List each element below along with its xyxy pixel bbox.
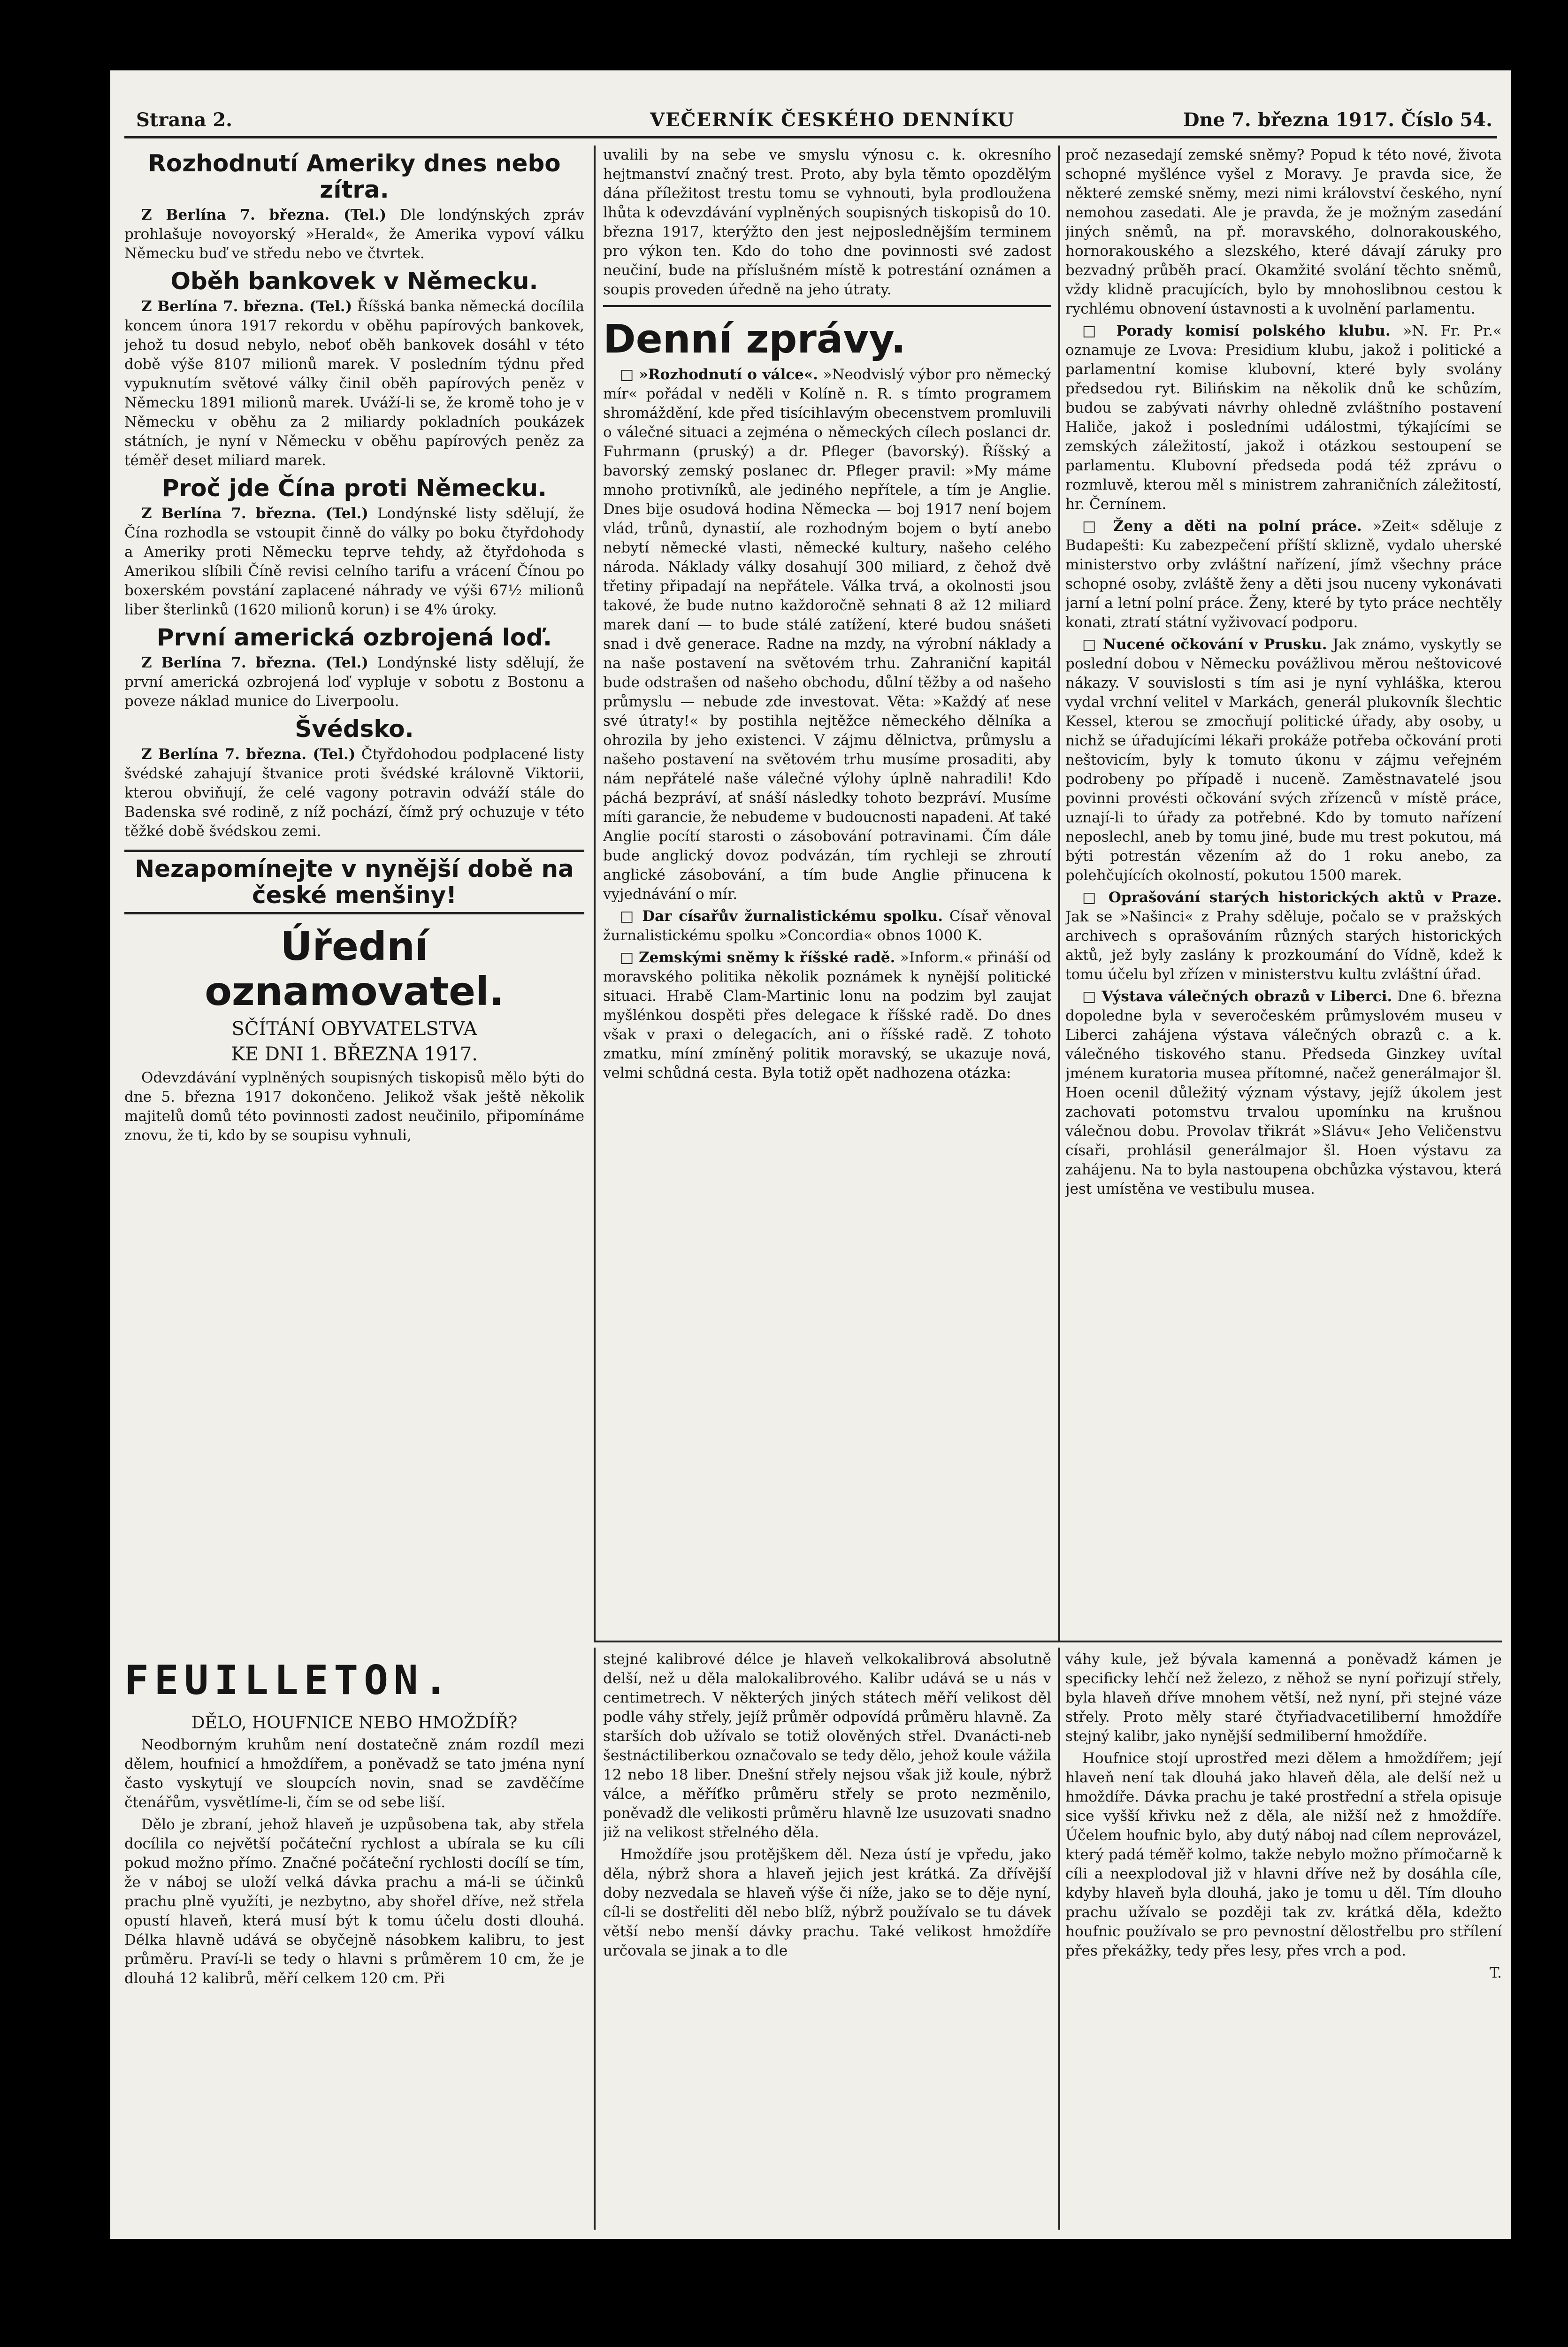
census-title: SČÍTÁNÍ OBYVATELSTVA <box>231 1018 477 1040</box>
news-text: Dne 6. března dopoledne byla v severočeském průmyslovém museu v Liberci zahájena výstava válečných obrazů c. a k. válečného tiskového stanu. Předseda Ginzkey uvítal jménem kuratoria musea přítomné, načež generálmajor šl. Hoen ocenil důležitý význam výstavy, jejíž úkolem jest zachovati potomstvu trvalou upomínku na krušnou válečnou dobu. Provolav třikrát »Slávu« Jeho Veličenstvu císaři, prohlásil generálmajor šl. Hoen výstavu za zahájenu. Na to byla nastoupena obchůzka výstavou, která jest umístěna ve vestibulu musea. <box>1065 988 1502 1197</box>
article-headline: Proč jde Čína proti Německu. <box>161 475 547 502</box>
news-title: Dar císařův žurnalistickému spolku. <box>642 908 943 925</box>
article-headline: První americká ozbrojená loď. <box>157 624 552 651</box>
news-title: Výstava válečných obrazů v Liberci. <box>1101 988 1392 1005</box>
news-title: Porady komisí polského klubu. <box>1116 322 1391 339</box>
section-title-news: Denní zprávy. <box>603 316 906 362</box>
news-item <box>603 948 1051 1083</box>
column-divider <box>1058 146 1060 1641</box>
left-column <box>124 146 584 1648</box>
article-text <box>124 297 584 470</box>
article-body: Čtyřdohodou podplacené listy švédské zahajují štvanice proti švédské královně Viktorii, kterou obviňují, že celé vagony potravin odváží stále do Badenska své rodině, z níž pochází, čímž prý ochuzuje v této těžké době švédskou zemi. <box>124 746 584 840</box>
news-title: Ženy a děti na polní práce. <box>1113 518 1362 535</box>
feuilleton-column-2 <box>603 1650 1051 2230</box>
right-column <box>1065 146 1502 1643</box>
bullet-square-icon: □ <box>1082 988 1097 1005</box>
section-title-official: Úřední oznamovatel. <box>205 923 504 1014</box>
feuilleton-title: FEUILLETON. <box>124 1657 454 1704</box>
news-title: Zemskými sněmy k říšské radě. <box>639 949 895 966</box>
news-item <box>1065 635 1502 885</box>
feuilleton-rule <box>594 1641 1502 1642</box>
column-divider <box>1058 1648 1060 2230</box>
dateline: Z Berlína 7. března. (Tel.) <box>141 207 387 223</box>
bullet-square-icon: □ <box>620 366 634 383</box>
bullet-square-icon: □ <box>620 949 634 966</box>
article-body: Říšská banka německá docílila koncem února 1917 rekordu v oběhu papírových bankovek, jehož tu dosud nebylo, neboť oběh bankovek dosáhl v této době výše 8107 milionů marek. V posledním týdnu před vypuknutím světové války činil oběh papírových peněz v Německu 1891 milionů marek. Uváží-li se, že kromě toho je v Německu v oběhu za 2 miliardy pokladních poukázek státních, je nyní v Německu v oběhu papírových peněz za téměř deset miliard marek. <box>124 298 584 469</box>
feuilleton-text: Dělo je zbraní, jehož hlaveň je uzpůsobena tak, aby střela docílila co největší počáteční rychlost a ubírala se ku cíli pokud možno přímo. Značné počáteční rychlosti docílí se tím, že v náboj se uloží velká dávka prachu a má-li se účinků prachu plně využíti, je nezbytno, aby shořel dříve, než střela opustí hlaveň, která musí být k tomu účelu dosti dlouhá. Délka hlavně udává se obyčejně násobkem kalibru, to jest průměru. Praví-li se tedy o hlavni s průměrem 10 cm, že je dlouhá 12 kalibrů, měří celkem 120 cm. Při <box>124 1816 584 1987</box>
article-text <box>124 653 584 711</box>
news-text: Císař věnoval žurnalistickému spolku »Concordia« obnos 1000 K. <box>603 908 1051 944</box>
article-headline: Oběh bankovek v Německu. <box>170 268 538 295</box>
feuilleton-text: Houfnice stojí uprostřed mezi dělem a hmoždířem; její hlaveň není tak dlouhá jako hlaveň děla, ale delší než u hmoždíře. Dávka prachu je také prostřední a střela opisuje sice vyšší křivku než z děla, ale nižší než z hmoždíře. Účelem houfnic bylo, aby dutý náboj nad cílem neprovázel, který padá téměř kolmo, takže nebylo možno přímočarně k cíli a neexplodoval již v hlavni dříve než by dosáhla cíle, kdyby hlaveň byla dlouhá, jako je tomu u děl. Tím dlouho prachu užívalo se později tak zv. krátká děla, kdežto houfnic používalo se pro pevnostní dělostřelbu pro střílení přes překážky, tedy přes lesy, přes vrch a pod. <box>1065 1750 1502 1959</box>
article-text <box>124 504 584 620</box>
dateline: Z Berlína 7. března. (Tel.) <box>141 505 368 522</box>
column-divider <box>594 146 596 1641</box>
appeal-text: Nezapomínejte v nynější době na české menšiny! <box>135 855 574 909</box>
dateline: Z Berlína 7. března. (Tel.) <box>141 746 356 763</box>
news-item <box>1065 888 1502 984</box>
news-title: Nucené očkování v Prusku. <box>1102 636 1327 653</box>
newspaper-page <box>110 70 1511 2239</box>
article-body: Londýnské listy sdělují, že Čína rozhodla se vstoupit činně do války po boku čtyřdohody a Ameriky proti Německu teprve tehdy, až čtyřdohoda s Amerikou slíbili Číně revisi celního tarifu a vrácení Čínou po boxerském povstání zaplacené náhrady ve výši 67½ milionů liber šterlinků (1620 milionů korun) i se 4% úroky. <box>124 505 584 618</box>
feuilleton-text: Neodborným kruhům není dostatečně znám rozdíl mezi dělem, houfnicí a hmoždířem, a poněvadž se tato jména nyní často vyskytují ve sloupcích novin, snad se zavděčíme čtenářům, vysvětlíme-li, čím se od sebe liší. <box>124 1736 584 1811</box>
article-headline: Švédsko. <box>295 715 414 743</box>
census-text: Odevzdávání vyplněných soupisných tiskopisů mělo býti do dne 5. března 1917 dokončeno. Jelikož však ještě několik majitelů domů této povinnosti zadost neučinilo, připomínáme znovu, že ti, kdo by se soupisu vyhnuli, <box>124 1069 584 1144</box>
continued-mark: T. <box>1490 1964 1502 1981</box>
feuilleton-text: váhy kule, jež bývala kamenná a poněvadž kámen je specificky lehčí než železo, z něhož se nyní pořizují střely, byla hlaveň dříve mnohem větší, než nyní, při stejné váze střely. Proto měly staré čtyřiadvacetiliberní hmoždíře stejný kalibr, jako nynější sedmiliberní hmoždíře. <box>1065 1651 1502 1745</box>
article-body: Dle londýnských zpráv prohlašuje novoyorský »Herald«, že Amerika vypoví válku Německu buď ve středu nebo ve čtvrtek. <box>124 207 584 262</box>
bullet-square-icon: □ <box>1082 322 1104 339</box>
column-divider <box>594 1648 596 2230</box>
news-text: Jak známo, vyskytly se poslední dobou v Německu povážlivou měrou neštovicové nákazy. V souvislosti s tím asi je nyní vyhláška, kterou vydal vrchní velitel v Markách, generál plukovník šlechtic Kessel, kterou se zmocňují politické úřady, aby osoby, u nichž se úřadujícími lékaři prokáže potřeba očkování proti neštovicím, byly k tomuto úkonu v zájmu veřejném podrobeny po případě i nuceně. Zaměstnavatelé jsou povinni provésti očkování svých zřízenců v místě práce, uznají-li to úřady za potřebné. Kdo by tomuto nařízení neposlechl, aneb by tomu jiné, bude mu trest pokutou, má býti potrestán vězením až do 1 roku anebo, za polehčujících okolností, pokutou 1500 marek. <box>1065 636 1502 884</box>
news-title: »Rozhodnutí o válce«. <box>639 366 818 383</box>
bullet-square-icon: □ <box>1082 889 1100 906</box>
article-text <box>124 206 584 263</box>
news-item <box>603 365 1051 904</box>
news-text: »Zeit« sděluje z Budapešti: Ku zabezpečení příští sklizně, vydalo uherské ministerstvo orby zvláštní nařízení, jímž všechny práce schopné osoby, zvláště ženy a děti jsou nuceny vykonávati jarní a letní polní práce. Ženy, které by tyto práce nechtěly konati, ztratí státní vyživovací podporu. <box>1065 518 1502 631</box>
section-rule <box>603 305 1051 307</box>
issue-date: Dne 7. března 1917. Číslo 54. <box>1183 109 1492 131</box>
news-item <box>1065 987 1502 1199</box>
news-text: »Inform.« přináší od moravského politika několik poznámek k nynější politické situaci. Hrabě Clam-Martinic lonu na podzim byl zaujat myšlénkou dospěti přes delegace k říšské radě. Do dnes však v praxi o delegacích, ani o říšské radě. Z tohoto zmatku, míní zmíněný politik moravský, se ukazuje nová, velmi schůdná cesta. Byla totiž opět nadhozena otázka: <box>603 949 1051 1081</box>
bullet-square-icon: □ <box>620 908 636 925</box>
masthead: VEČERNÍK ČESKÉHO DENNÍKU <box>650 109 1015 131</box>
middle-column <box>603 146 1051 1643</box>
news-item <box>1065 322 1502 514</box>
continued-text: uvalili by na sebe ve smyslu výnosu c. k. okresního hejtmanství značný trest. Proto, aby byla těmto opozdělým dána příležitost trestu tomu se vyhnouti, byla prodloužena lhůta k odevzdávání vyplněných soupisných tiskopisů do 10. března 1917, kterýžto den jest nejposlednějším terminem pro výkon ten. Kdo do toho dne povinnosti své zadost neučiní, bude na příslušném místě k potrestání oznámen a soupis proveden úředně na jeho útraty. <box>603 146 1051 298</box>
news-item <box>603 907 1051 945</box>
news-text: Jak se »Našinci« z Prahy sděluje, počalo se v pražských archivech s oprašováním různých starých historických aktů, jež byly zaslány k prozkoumání do Vídně, kdež k tomu účelu byl zřízen v ministerstvu kultu zvláštní úřad. <box>1065 908 1502 983</box>
feuilleton-text: stejné kalibrové délce je hlaveň velkokalibrová absolutně delší, než u děla malokalibrového. Kalibr udává se u nás v centimetrech. V některých jiných státech měří velikost děl podle váhy střely, jejíž průměr odpovídá průměru hlavně. Za starších dob užívalo se totiž olověných střel. Dvanácti-neb šestnáctiliberkou označovalo se tedy dělo, jehož koule vážila 12 nebo 18 liber. Dnešní střely nejsou však již koule, nýbrž válce, a měříťko průměru střely se proto nezměnilo, poněvadž dle velikosti průměru hlavně lze usuzovati snadno již na velikost střelného děla. <box>603 1651 1051 1841</box>
bullet-square-icon: □ <box>1082 518 1102 535</box>
news-title: Oprašování starých historických aktů v Praze. <box>1108 889 1502 906</box>
dateline: Z Berlína 7. března. (Tel.) <box>141 654 368 671</box>
feuilleton-column-3 <box>1065 1650 1502 2230</box>
feuilleton-headline: DĚLO, HOUFNICE NEBO HMOŽDÍŘ? <box>191 1713 518 1733</box>
census-date: KE DNI 1. BŘEZNA 1917. <box>231 1043 478 1065</box>
news-text: »N. Fr. Pr.« oznamuje ze Lvova: Presidium klubu, jakož i politické a parlamentní komise klubovní, které byly svolány předsedou ryt. Bilińskim na několik dnů ke schůzím, budou se zabývati návrhy ohledně zvláštního postavení Haliče, jakož i posledními událostmi, týkajícími se zemských záležitostí, jakož i otázkou sestoupení se parlamentu. Klubovní předseda podá též zprávu o rozmluvě, kterou měl s ministrem zahraničních záležitostí, hr. Černínem. <box>1065 322 1502 513</box>
appeal-box <box>124 850 584 914</box>
dateline: Z Berlína 7. března. (Tel.) <box>141 298 352 315</box>
news-text: »Neodvislý výbor pro německý mír« pořádal v neděli v Kolíně n. R. s tímto programem shromáždění, kde před tisícihlavým obecenstvem promluvili o válečné situaci a zejména o německých cílech poslanci dr. Fuhrmann (pruský) a dr. Pfleger (bavorský). Říšský a bavorský zemský poslanec dr. Pfleger pravil: »My máme mnoho protivníků, ale jediného nepřítele, a tím je Anglie. Dnes bije osudová hodina Německa — boj 1917 není bojem vlád, trůnů, dynastií, ale rozhodným bojem o bytí anebo nebytí německé vlasti, německé kultury, našeho celého národa. Náklady války dosahují 300 miliard, z čehož dvě třetiny připadají na nepřátele. Válka trvá, a okolnosti jsou takové, že bude nutno každoročně sehnati 8 až 12 miliard marek daní — to bude stálé zatížení, které budou snášeti snad i dvě generace. Radne na mzdy, na výrobní náklady a na naše postavení na světovém trhu. Zahraniční kapitál bude odstrašen od našeho obchodu, důlní těžby a od našeho průmyslu — nebude zde investovat. Věta: »Každý ať nese své útraty!« by postihla nejtěžce německého dělníka a ohrozila by jeho existenci. V zájmu dělnictva, průmyslu a našeho postavení na světovém trhu musíme prosaditi, aby nám nepřátelé naše válečné výlohy úplně nahradili! Kdo páchá bezpráví, ať snáší následky tohoto bezpráví. Musíme míti garancie, že nebudeme v budoucnosti napadeni. Ať také Anglie pocítí starosti o zásobování potravinami. Čím dále bude anglický dovoz podvázán, tím rychleji se zhroutí anglické zásobování, a tím bude Anglie přinucena k vyjednávání o mír. <box>603 366 1051 903</box>
article-text <box>124 745 584 841</box>
feuilleton-text: Hmoždíře jsou protějškem děl. Neza ústí je vpředu, jako děla, nýbrž shora a hlaveň jejich jest krátká. Za dřívější doby nezvedala se hlaveň výše či níže, jako se to děje nyní, cíl-li se dostřeliti děl nebo blíž, nýbrž používalo se tu dávek větší nebo menší dávky prachu. Také velikost hmoždíře určovala se jinak a to dle <box>603 1846 1051 1959</box>
continued-text: proč nezasedají zemské sněmy? Popud k této nové, života schopné myšlénce vyšel z Moravy. Je pravda sice, že některé zemské sněmy, mezi nimi království českého, nyní nemohou zasedati. Ale je pravda, že je možným zasedání jiných sněmů, na př. moravského, dolnorakouského, hornorakouského a slezského, které dávají záruky pro bezvadný průběh prací. Okamžité svolání těchto sněmů, vždy klidně pracujících, bylo by mnohoslibnou cestou k rychlému obnovení ústavnosti a k uvolnění parlamentu. <box>1065 146 1502 317</box>
header-rule <box>124 136 1497 138</box>
bullet-square-icon: □ <box>1082 636 1097 653</box>
article-body: Londýnské listy sdělují, že první americká ozbrojená loď vypluje v sobotu z Bostonu a poveze náklad munice do Liverpoolu. <box>124 654 584 710</box>
news-item <box>1065 517 1502 632</box>
page-number: Strana 2. <box>136 109 233 131</box>
article-headline: Rozhodnutí Ameriky dnes nebo zítra. <box>148 150 561 203</box>
feuilleton-column-1 <box>124 1648 584 2230</box>
